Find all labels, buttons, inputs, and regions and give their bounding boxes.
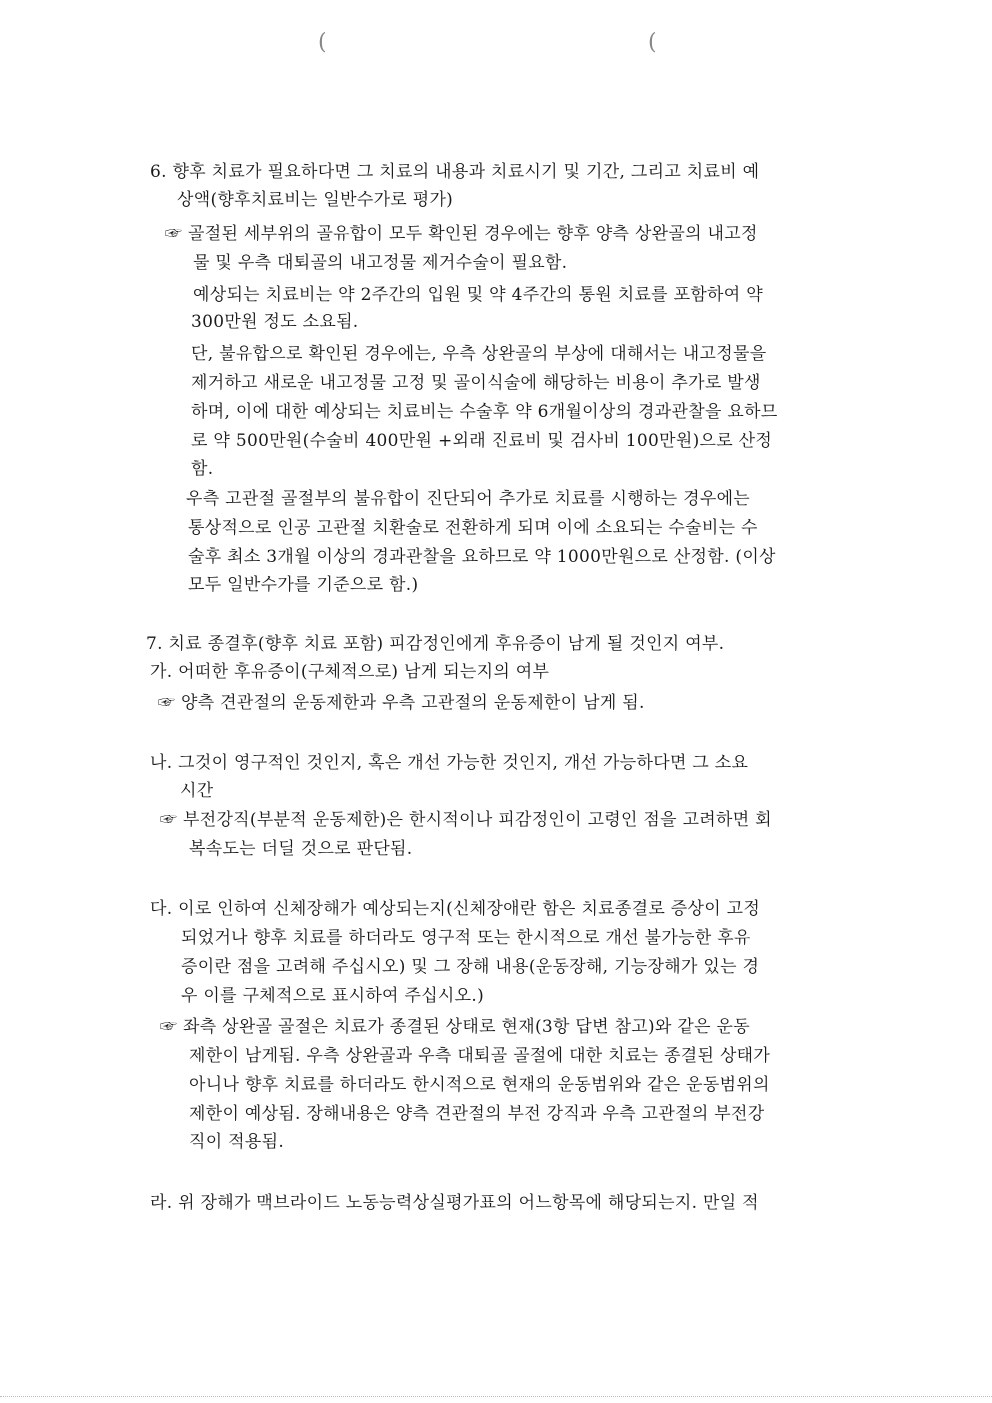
answer-6-line-6: 제거하고 새로운 내고정물 고정 및 골이식술에 해당하는 비용이 추가로 발생 bbox=[191, 373, 761, 393]
question-7-da-line-1: 다. 이로 인하여 신체장해가 예상되는지(신체장애란 함은 치료종결로 증상이 고정 bbox=[150, 899, 761, 919]
answer-6-line-9: 함. bbox=[191, 459, 214, 479]
scan-artifact: ( bbox=[318, 30, 327, 55]
question-7-na-line-1: 나. 그것이 영구적인 것인지, 혹은 개선 가능한 것인지, 개선 가능하다면 그 소요 bbox=[150, 753, 749, 773]
answer-7-da-line-5: 직이 적용됨. bbox=[189, 1132, 285, 1152]
answer-6-line-4: 300만원 정도 소요됨. bbox=[191, 312, 359, 332]
answer-6-line-7: 하며, 이에 대한 예상되는 치료비는 수술후 약 6개월이상의 경과관찰을 요하므 bbox=[191, 402, 778, 422]
answer-7-da-line-4: 제한이 예상됨. 장해내용은 양측 견관절의 부전 강직과 우측 고관절의 부전강 bbox=[189, 1104, 765, 1124]
question-6-line-2: 상액(향후치료비는 일반수가로 평가) bbox=[177, 190, 454, 210]
answer-7-da-line-3: 아니나 향후 치료를 하더라도 한시적으로 현재의 운동범위와 같은 운동범위의 bbox=[189, 1075, 770, 1095]
question-7-na-line-2: 시간 bbox=[180, 781, 214, 801]
answer-6-line-8: 로 약 500만원(수술비 400만원 +외래 진료비 및 검사비 100만원)으로 산정 bbox=[191, 431, 773, 451]
answer-7-na-line-2: 복속도는 더딜 것으로 판단됨. bbox=[189, 839, 413, 859]
answer-6-line-3: 예상되는 치료비는 약 2주간의 입원 및 약 4주간의 통원 치료를 포함하여 약 bbox=[193, 285, 763, 305]
scan-edge bbox=[0, 1396, 992, 1397]
answer-6-line-10: 우측 고관절 골절부의 불유합이 진단되어 추가로 치료를 시행하는 경우에는 bbox=[186, 489, 751, 509]
answer-6-line-5: 단, 불유합으로 확인된 경우에는, 우측 상완골의 부상에 대해서는 내고정물을 bbox=[191, 344, 767, 364]
answer-6-line-2: 물 및 우측 대퇴골의 내고정물 제거수술이 필요함. bbox=[193, 253, 568, 273]
question-7-da-line-4: 우 이를 구체적으로 표시하여 주십시오.) bbox=[181, 986, 485, 1006]
answer-6-line-1: ☞ 골절된 세부위의 골유합이 모두 확인된 경우에는 향후 양측 상완골의 내고정 bbox=[165, 224, 758, 244]
answer-6-line-12: 술후 최소 3개월 이상의 경과관찰을 요하므로 약 1000만원으로 산정함. (이상 bbox=[188, 547, 776, 567]
question-7-ra-line-1: 라. 위 장해가 맥브라이드 노동능력상실평가표의 어느항목에 해당되는지. 만일 적 bbox=[150, 1193, 759, 1213]
answer-6-line-13: 모두 일반수가를 기준으로 함.) bbox=[188, 575, 419, 595]
question-7-da-line-2: 되었거나 향후 치료를 하더라도 영구적 또는 한시적으로 개선 불가능한 후유 bbox=[181, 928, 751, 948]
question-7-da-line-3: 증이란 점을 고려해 주십시오) 및 그 장해 내용(운동장해, 기능장해가 있는 경 bbox=[181, 957, 760, 977]
question-7: 7. 치료 종결후(향후 치료 포함) 피감정인에게 후유증이 남게 될 것인지 여부. bbox=[146, 634, 725, 654]
answer-7-da-line-2: 제한이 남게됨. 우측 상완골과 우측 대퇴골 골절에 대한 치료는 종결된 상태가 bbox=[189, 1046, 771, 1066]
answer-7-da-line-1: ☞ 좌측 상완골 골절은 치료가 종결된 상태로 현재(3항 답변 참고)와 같은 운동 bbox=[160, 1017, 750, 1037]
answer-7-na-line-1: ☞ 부전강직(부분적 운동제한)은 한시적이나 피감정인이 고령인 점을 고려하면 회 bbox=[160, 810, 772, 830]
answer-6-line-11: 통상적으로 인공 고관절 치환술로 전환하게 되며 이에 소요되는 수술비는 수 bbox=[188, 518, 758, 538]
scan-artifact: ( bbox=[648, 30, 657, 55]
answer-7-ga: ☞ 양측 견관절의 운동제한과 우측 고관절의 운동제한이 남게 됨. bbox=[158, 693, 645, 713]
question-6-line-1: 6. 향후 치료가 필요하다면 그 치료의 내용과 치료시기 및 기간, 그리고 치료비 예 bbox=[150, 162, 760, 182]
question-7-ga: 가. 어떠한 후유증이(구체적으로) 남게 되는지의 여부 bbox=[150, 662, 550, 682]
